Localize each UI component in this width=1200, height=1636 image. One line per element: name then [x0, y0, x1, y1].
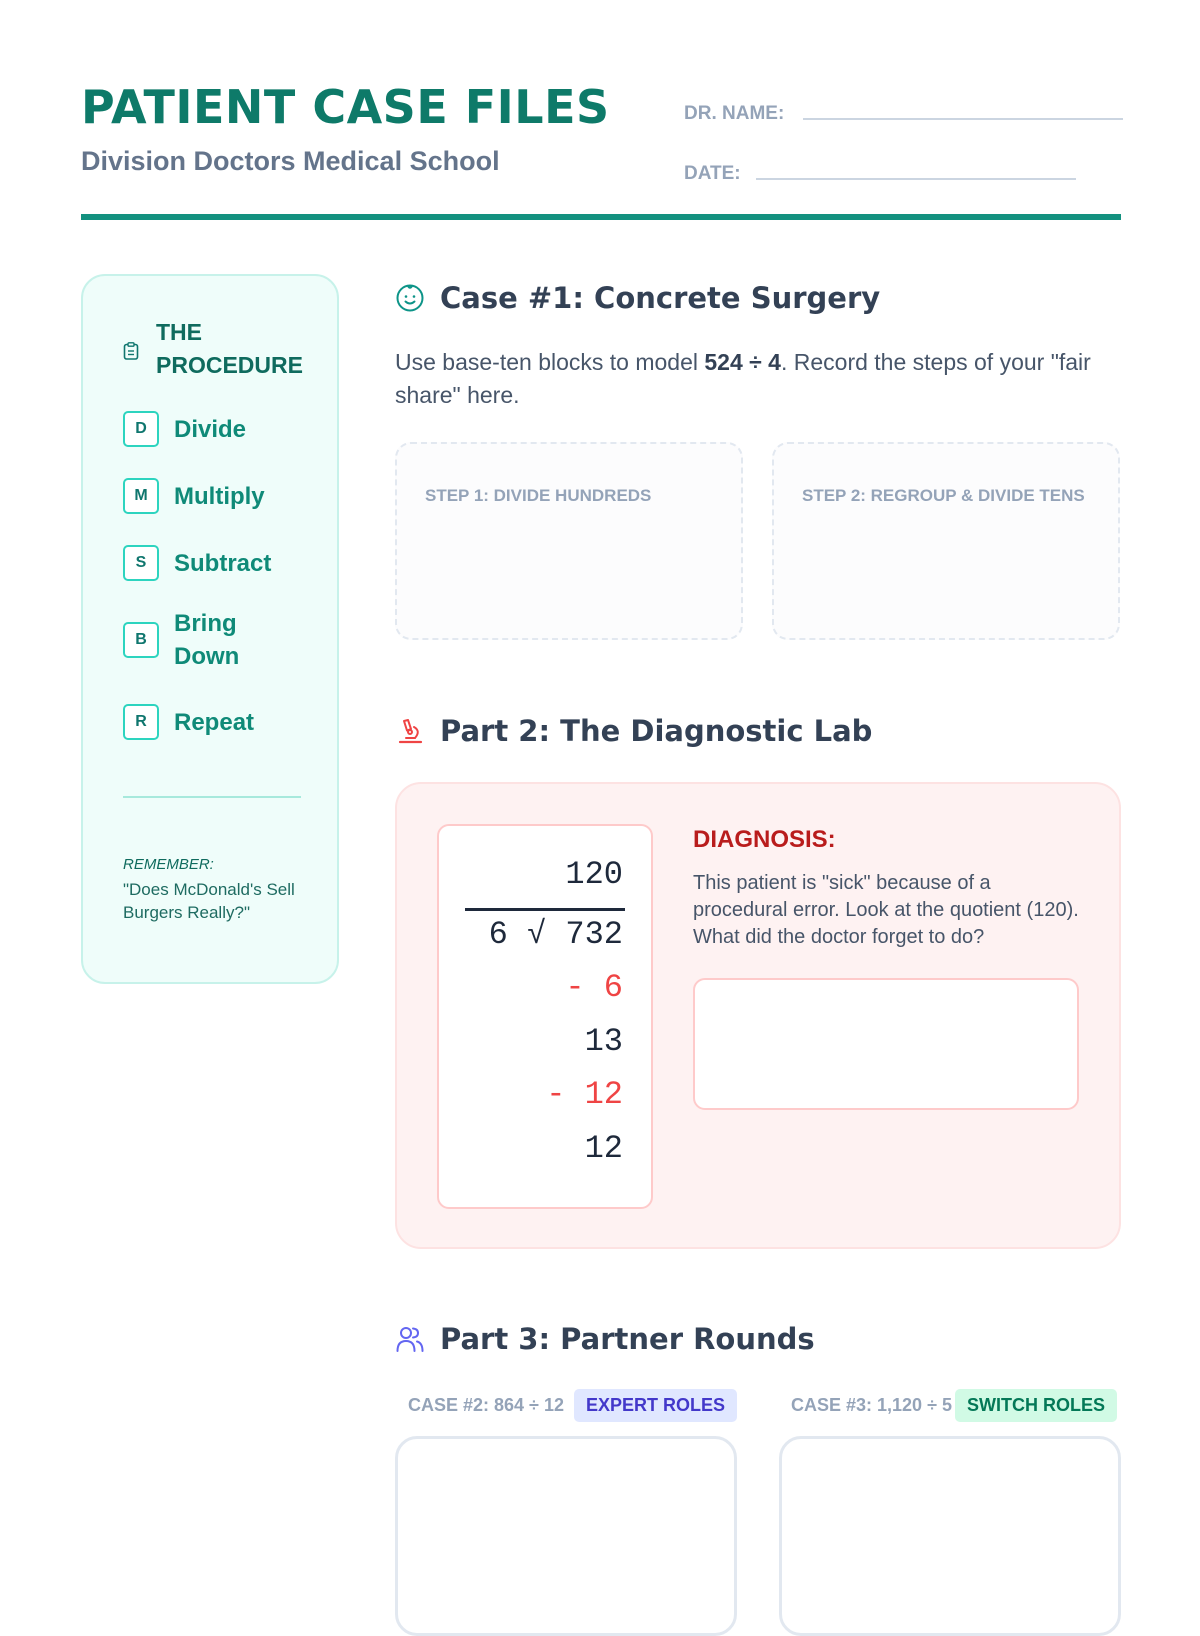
sidebar-divider [123, 796, 301, 798]
page-title: PATIENT CASE FILES [81, 80, 610, 134]
case1-title: Case #1: Concrete Surgery [440, 281, 881, 315]
step-letter-badge: S [123, 545, 159, 581]
date-field[interactable] [756, 178, 1076, 180]
microscope-icon [395, 716, 425, 746]
dividend: 732 [565, 916, 623, 953]
division-bar [465, 908, 625, 911]
instruction-text: Use base-ten blocks to model [395, 349, 705, 375]
procedure-step-repeat [123, 704, 254, 740]
remainder-step-2: 12 [584, 1130, 623, 1167]
procedure-sidebar [81, 274, 339, 984]
page-subtitle: Division Doctors Medical School [81, 146, 500, 176]
expert-roles-badge: EXPERT ROLES [574, 1389, 737, 1422]
step-label: Subtract [174, 549, 272, 577]
case1-heading [395, 281, 880, 315]
step-label: Divide [174, 415, 247, 443]
part2-heading [395, 714, 872, 748]
procedure-step-bring-down [123, 607, 254, 673]
diagnosis-answer-box[interactable] [693, 978, 1079, 1110]
remainder-step-1: 13 [584, 1023, 623, 1060]
instruction-expression: 524 ÷ 4 [704, 349, 781, 375]
baby-face-icon [395, 283, 425, 313]
step1-label: STEP 1: DIVIDE HUNDREDS [425, 486, 652, 505]
step-letter-badge: R [123, 704, 159, 740]
step2-label: STEP 2: REGROUP & DIVIDE TENS [802, 486, 1085, 505]
mnemonic-text: "Does McDonald's Sell Burgers Really?" [123, 880, 295, 922]
procedure-heading [156, 316, 303, 382]
procedure-step-subtract [123, 545, 271, 581]
procedure-heading-line1: THE [156, 319, 202, 345]
remember-label: REMEMBER: [123, 856, 214, 873]
users-icon [395, 1324, 425, 1354]
step-label: Repeat [174, 708, 255, 736]
case3-label: CASE #3: 1,120 ÷ 5 [791, 1395, 952, 1415]
doctor-name-label: DR. NAME: [684, 103, 785, 124]
divisor: 6 [488, 916, 508, 953]
header-divider [81, 214, 1121, 220]
subtract-step-1: - 6 [565, 969, 623, 1006]
step-letter-badge: M [123, 478, 159, 514]
case1-instructions [395, 346, 1115, 412]
diagnostic-lab-card [395, 782, 1121, 1249]
division-problem [489, 916, 623, 953]
quotient: 120 [565, 856, 623, 893]
doctor-name-field[interactable] [803, 118, 1123, 120]
instruction-text: . Record the steps of your "fair share" here. [395, 349, 1091, 408]
step-letter-badge: D [123, 411, 159, 447]
case2-work-box[interactable] [395, 1436, 737, 1636]
case3-work-box[interactable] [779, 1436, 1121, 1636]
date-label: DATE: [684, 163, 741, 184]
step-label: Multiply [174, 482, 265, 510]
step1-work-box[interactable] [395, 442, 743, 640]
part2-title: Part 2: The Diagnostic Lab [440, 714, 873, 748]
procedure-heading-line2: PROCEDURE [156, 352, 303, 378]
step-label: Bring Down [174, 610, 240, 670]
procedure-step-multiply [123, 478, 265, 514]
part3-heading [395, 1322, 815, 1356]
procedure-step-divide [123, 411, 246, 447]
step2-work-box[interactable] [772, 442, 1120, 640]
diagnosis-prompt: This patient is "sick" because of a procedural error. Look at the quotient (120). What did the doctor forget to do? [693, 872, 1079, 948]
diagnosis-label: DIAGNOSIS: [693, 826, 836, 853]
subtract-step-2: - 12 [546, 1076, 623, 1113]
division-work-card [437, 824, 653, 1209]
switch-roles-badge: SWITCH ROLES [955, 1389, 1117, 1422]
clipboard-icon [123, 342, 139, 360]
step-letter-badge: B [123, 622, 159, 658]
part3-title: Part 3: Partner Rounds [440, 1322, 815, 1356]
case2-label: CASE #2: 864 ÷ 12 [408, 1395, 564, 1415]
division-symbol: √ [526, 916, 547, 953]
